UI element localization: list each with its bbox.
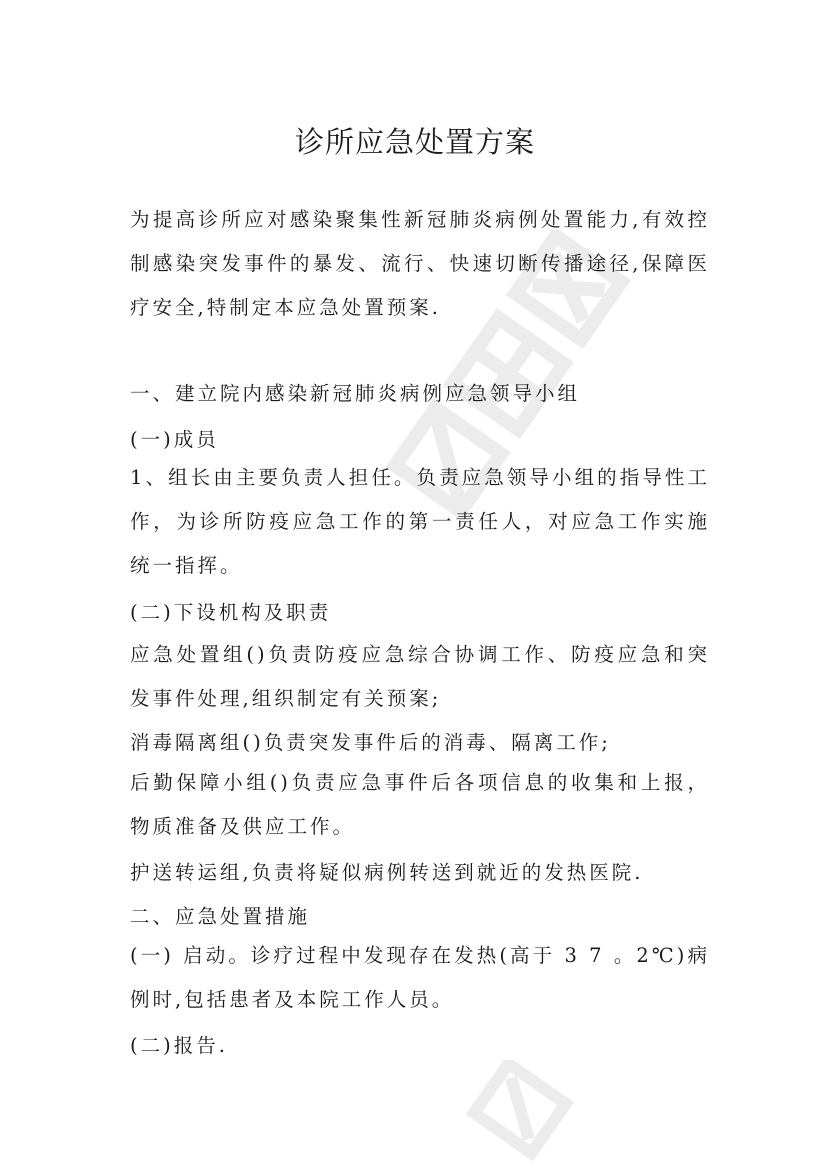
measure2-line: (二)报告. — [130, 1034, 228, 1057]
org3-paragraph: 后勤保障小组()负责应急事件后各项信息的收集和上报，物质准备及供应工作。 — [130, 771, 710, 838]
document-title: 诊所应急处置方案 — [294, 125, 535, 159]
org2-line: 消毒隔离组()负责突发事件后的消毒、隔离工作; — [130, 731, 611, 754]
section1-heading: 一、建立院内感染新冠肺炎病例应急领导小组 — [130, 382, 581, 405]
subsection1-heading: (一)成员 — [130, 428, 219, 451]
org4-line: 护送转运组,负责将疑似病例转送到就近的发热医院. — [130, 861, 644, 884]
intro-paragraph: 为提高诊所应对感染聚集性新冠肺炎病例处置能力,有效控制感染突发事件的暴发、流行、快速切断传播途径,保障医疗安全,特制定本应急处置预案. — [130, 208, 710, 319]
measure1-paragraph: (一) 启动。诊疗过程中发现存在发热(高于 3 7 。2℃)病例时,包括患者及本院工作人员。 — [130, 944, 710, 1011]
subsection2-heading: (二)下设机构及职责 — [130, 601, 332, 624]
watermark-graphic-bottom — [420, 1060, 620, 1174]
org1-paragraph: 应急处置组()负责防疫应急综合协调工作、防疫应急和突发事件处理,组织制定有关预案; — [130, 643, 710, 710]
item1-paragraph: 1、组长由主要负责人担任。负责应急领导小组的指导性工作，为诊所防疫应急工作的第一责任人，对应急工作实施统一指挥。 — [130, 466, 710, 577]
section2-heading: 二、应急处置措施 — [130, 905, 311, 928]
